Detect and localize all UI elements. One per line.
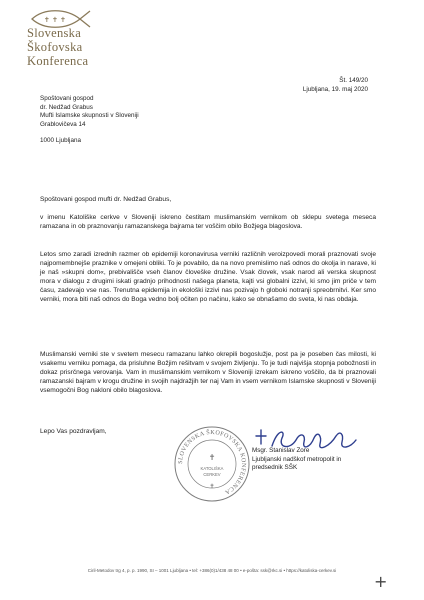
signer-title-1: Ljubljanski nadškof metropolit in (252, 455, 342, 463)
place-date: Ljubljana, 19. maj 2020 (302, 85, 368, 93)
recipient-line: Mufti Islamske skupnosti v Sloveniji (40, 112, 139, 120)
letter-meta (303, 77, 368, 94)
paragraph-1: v imenu Katoliške cerkve v Sloveniji iskreno čestitam muslimanskim vernikom ob sklepu svetega meseca ramazana in ob praznovanju ramazanskega bajrama ter voščim obilo Božjega blagoslova. (40, 214, 376, 231)
signer-name: Msgr. Stanislav Zore (252, 447, 310, 454)
logo-line-3: Konferenca (27, 54, 89, 68)
plus-icon: + (374, 572, 388, 591)
recipient-line: dr. Nedžad Grabus (40, 103, 93, 111)
footer-contact: Ciril-Metodov trg 4, p. p. 1990, SI – 1001 Ljubljana • tel: +386(0)1/438 48 00 • e-pošta: ssk@rkc.si • https://katoliska-cerkev.si (87, 568, 337, 573)
conference-logo-text (27, 26, 88, 68)
svg-text:✝ ✝ ✝: ✝ ✝ ✝ (44, 16, 67, 24)
recipient-line (40, 129, 139, 137)
recipient-address (40, 95, 139, 146)
stamp-inner-line-1: KATOLIŠKA (200, 466, 224, 471)
svg-text:✝: ✝ (208, 453, 216, 462)
recipient-line: Grablovičeva 14 (40, 120, 86, 128)
signature-block (252, 447, 341, 473)
stamp-ring-text: SLOVENSKA ŠKOFOVSKA KONFERENCA (177, 429, 247, 495)
recipient-line: Spoštovani gospod (40, 95, 94, 102)
stamp-inner-line-2: CERKEV (203, 472, 221, 477)
recipient-line: 1000 Ljubljana (40, 137, 81, 145)
official-stamp (172, 424, 252, 504)
logo-line-2: Škofovska (27, 40, 83, 54)
paragraph-2: Letos smo zaradi izrednih razmer ob epidemiji koronavirusa verniki različnih veroizpovedi morali praznovati svoje najpomembnejše praznike v omejeni obliki. To je povabilo, da na novo premislimo naš odnos do okolja in narave, ki je naš »skupni dom«, prebivališče vseh članov človeške družine. Vsak človek, vsak narod ali verska skupnost mora v dialogu z drugimi iskati gradnjo prihodnosti našega planeta, kajti vsi globalni izzivi, ki smo jim priče v tem času, zadevajo vse nas. Trenutna epidemija in ekološki izzivi nas pozivajo h globoki notranji spreobrnitvi. Ker smo verniki, mora biti naš odnos do Boga vedno bolj očiten po načinu, kako se obnašamo do sveta, ki nas obdaja. (40, 251, 376, 304)
reference-number: Št. 149/20 (339, 77, 368, 84)
svg-text:✝: ✝ (209, 483, 215, 490)
signer-title-2: predsednik SŠK (252, 464, 298, 472)
salutation: Spoštovani gospod mufti dr. Nedžad Grabus, (40, 196, 172, 203)
paragraph-3: Muslimanski verniki ste v svetem mesecu ramazanu lahko okrepili bogoslužje, post pa je poseben čas milosti, ki vsakemu verniku pomaga, da prisluhne Božjim rešitvam v svojem življenju. To je tudi najvišja stopnja pobožnosti in dokaz prisrčnega verovanja. Vam in muslimanskim vernikom v Sloveniji izrekam iskreno voščilo, da bi praznovali ramazanski bajram v krogu družine in svojih najdražjih ter naj Vam in vsem vernikom Islamske skupnosti v Sloveniji vsemogočni Bog nakloni obilo blagoslova. (40, 351, 376, 395)
closing: Lepo Vas pozdravljam, (40, 428, 107, 435)
logo-line-1: Slovenska (27, 26, 82, 40)
